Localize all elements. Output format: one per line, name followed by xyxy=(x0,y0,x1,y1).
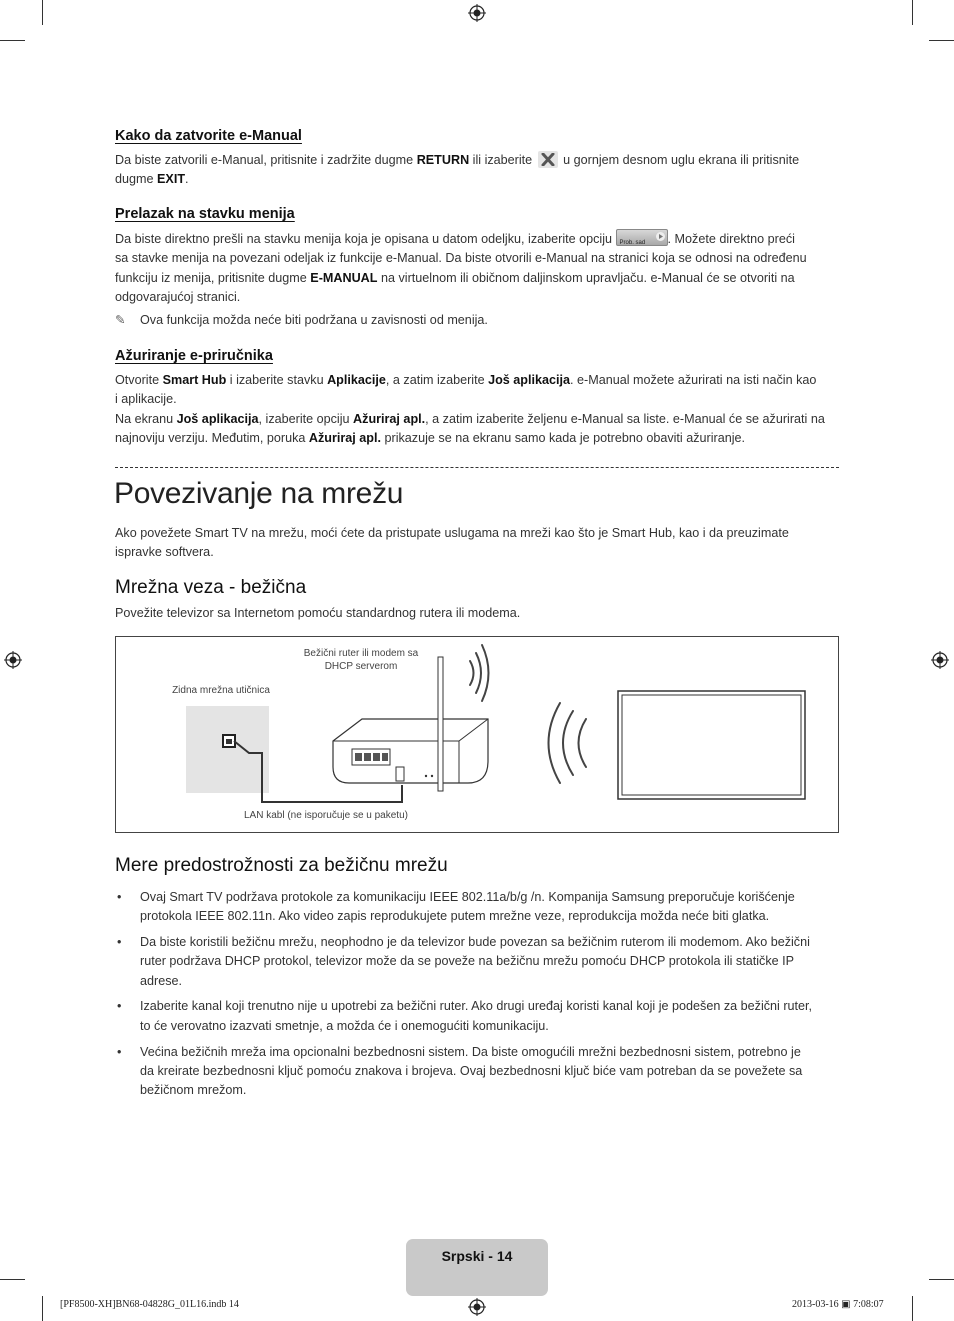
wall-socket-icon xyxy=(186,706,269,793)
note: ✎ Ova funkcija možda neće biti podržana u zavisnosti od menija. xyxy=(115,313,488,328)
lan-cable-label: LAN kabl (ne isporučuje se u paketu) xyxy=(244,810,408,821)
section-update-title: Ažuriranje e-priručnika xyxy=(115,348,273,364)
bullet-icon: • xyxy=(117,1044,122,1059)
section-close-title: Kako da zatvorite e-Manual xyxy=(115,128,302,144)
crop-mark xyxy=(0,1279,25,1280)
print-slug-right: 2013-03-16 ▣ 7:08:07 xyxy=(792,1299,884,1310)
registration-mark-icon xyxy=(931,651,949,669)
try-now-button[interactable]: Prob. sad xyxy=(616,229,668,246)
page-title: Povezivanje na mrežu xyxy=(114,477,404,510)
crop-mark xyxy=(912,1296,913,1321)
paragraph: Da biste direktno prešli na stavku menija koja je opisana u datom odeljku, izaberite opciju Prob. sad . Možete direktno preći sa stavke menija na povezani odeljak iz funkcije e-Manual. Da biste otvorili e-Manual na stranici koja se odnosi na određenu funkciju iz menija, pritisnite dugme E-MANUAL na virtuelnom ili običnom daljinskom upravljaču. e-Manual će se otvoriti na odgovarajućoj stranici. xyxy=(115,229,839,307)
print-slug-left: [PF8500-XH]BN68-04828G_01L16.indb 14 xyxy=(60,1299,239,1310)
list-item: • Većina bežičnih mreža ima opcionalni bezbednosni sistem. Da biste omogućili mrežni bezbednosni sistem, potrebno je da kreirate bezbednosni ključ pomoću znakova i brojeva. Ovaj bezbednosni ključ biće vam potreban da se povežete sa bežičnom mrežom. xyxy=(117,1044,803,1098)
registration-mark-icon xyxy=(468,1298,486,1316)
page-number-tab xyxy=(406,1239,548,1296)
section-divider xyxy=(115,467,839,468)
network-diagram xyxy=(115,636,839,833)
crop-mark xyxy=(929,40,954,41)
section-update-body xyxy=(115,371,839,448)
precautions-list xyxy=(115,888,839,1107)
crop-mark xyxy=(42,0,43,25)
router-icon xyxy=(333,657,488,791)
diagram-drawing xyxy=(116,637,838,832)
intro xyxy=(115,524,839,563)
wireless-title: Mrežna veza - bežična xyxy=(115,577,307,598)
page-number: Srpski - 14 xyxy=(441,1248,513,1264)
bullet-icon: • xyxy=(117,999,122,1014)
section-jump-title: Prelazak na stavku menija xyxy=(115,206,295,222)
tv-signal-icon xyxy=(549,703,587,783)
precautions-title: Mere predostrožnosti za bežičnu mrežu xyxy=(115,855,448,876)
section-jump-body xyxy=(115,229,839,327)
list-item: • Ovaj Smart TV podržava protokole za komunikaciju IEEE 802.11a/b/g /n. Kompanija Samsung preporučuje korišćenje protokola IEEE 802.11n. Ako video zapis reprodukujete putem mrežne veze, reprodukcija možda neće biti glatka. xyxy=(117,890,795,924)
crop-mark xyxy=(0,40,25,41)
crop-mark xyxy=(42,1296,43,1321)
crop-mark xyxy=(912,0,913,25)
note-pencil-icon: ✎ xyxy=(115,313,126,328)
router-signal-icon xyxy=(470,645,489,701)
registration-mark-icon xyxy=(468,4,486,22)
play-icon xyxy=(656,232,665,241)
section-close-body xyxy=(115,151,839,190)
paragraph: Otvorite Smart Hub i izaberite stavku Aplikacije, a zatim izaberite Još aplikacija. e-Manual možete ažurirati na isti način kao i aplikacije. Na ekranu Još aplikacija, izaberite opciju Ažuriraj apl., a zatim izaberite željenu e-Manual sa liste. e-Manual će se ažurirati na najnoviju verziju. Međutim, poruka Ažuriraj apl. prikazuje se na ekranu samo kada je potrebno obaviti ažuriranje. xyxy=(115,373,825,445)
list-item: • Da biste koristili bežičnu mrežu, neophodno je da televizor bude povezan sa bežičnim ruterom ili modemom. Ako bežični ruter podržava DHCP protokol, televizor može da se poveže na bežičnu mrežu pomoću DHCP protokola ili statičke IP adrese. xyxy=(117,935,810,988)
tv-icon xyxy=(618,691,805,799)
paragraph: Da biste zatvorili e-Manual, pritisnite i zadržite dugme RETURN ili izaberite u gornjem desnom uglu ekrana ili pritisnite dugme EXIT. xyxy=(115,153,800,187)
crop-mark xyxy=(929,1279,954,1280)
paragraph: Ako povežete Smart TV na mrežu, moći ćete da pristupate uslugama na mreži kao što je Smart Hub, kao i da preuzimate ispravke softvera. xyxy=(115,526,789,560)
registration-mark-icon xyxy=(4,651,22,669)
router-label: Bežični ruter ili modem sa DHCP serverom xyxy=(303,648,419,672)
wall-socket-label: Zidna mrežna utičnica xyxy=(172,685,270,696)
wireless-desc: Povežite televizor sa Internetom pomoću standardnog rutera ili modema. xyxy=(115,606,521,620)
close-icon xyxy=(538,151,558,168)
bullet-icon: • xyxy=(117,890,122,904)
list-item: • Izaberite kanal koji trenutno nije u upotrebi za bežični ruter. Ako drugi uređaj koristi kanal koji je podešen za bežični ruter, to će verovatno izazvati smetnje, a možda će i onemogućiti komunikaciju. xyxy=(117,999,813,1033)
bullet-icon: • xyxy=(117,935,122,950)
